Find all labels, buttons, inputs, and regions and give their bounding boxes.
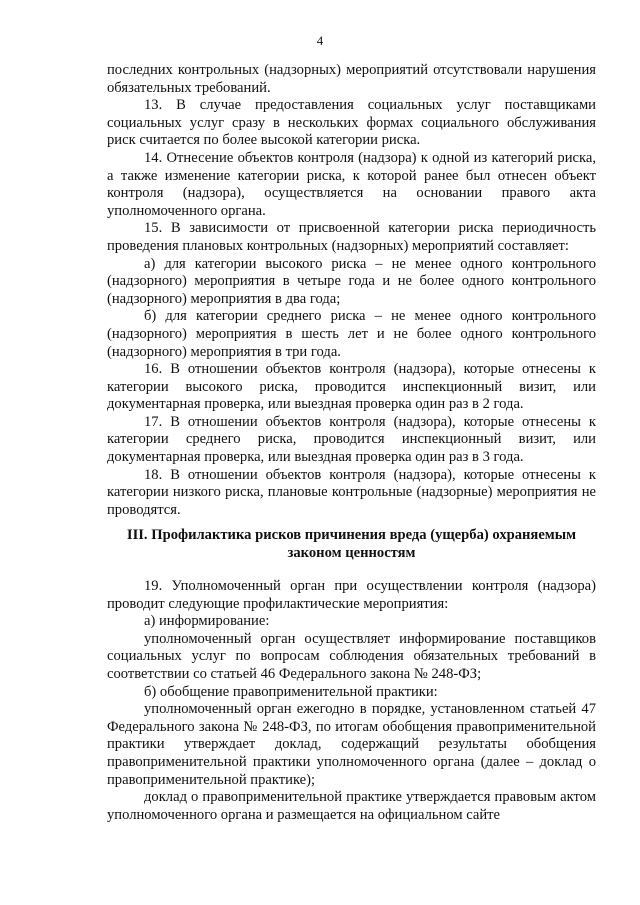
paragraph: 18. В отношении объектов контроля (надзора), которые отнесены к категории низкого риска, плановые контрольные (надзорные) мероприятия не проводятся. [107, 466, 596, 518]
paragraph: а) информирование: [144, 613, 270, 630]
paragraph: последних контрольных (надзорных) мероприятий отсутствовали нарушения обязательных требований. [107, 62, 596, 96]
paragraph: уполномоченный орган осуществляет информирование поставщиков социальных услуг по вопросам соблюдения обязательных требований в соответствии со статьей 46 Федерального закона № 248-ФЗ; [107, 630, 596, 682]
paragraph: уполномоченный орган ежегодно в порядке, установленном статьей 47 Федерального закона № 248-ФЗ, по итогам обобщения правоприменительной практики утверждает доклад, содержащий результаты обобщения правоприменительной практики уполномоченного органа (далее – доклад о правоприменительной практике); [107, 701, 596, 788]
text-block-risk-categories [107, 62, 596, 519]
paragraph: 19. Уполномоченный орган при осуществлении контроля (надзора) проводит следующие профилактические мероприятия: [107, 578, 596, 612]
paragraph: б) обобщение правоприменительной практики: [144, 683, 438, 700]
paragraph: 16. В отношении объектов контроля (надзора), которые отнесены к категории высокого риска, проводится инспекционный визит, или документарная проверка, или выездная проверка один раз в 2 года. [107, 361, 596, 413]
paragraph: а) для категории высокого риска – не менее одного контрольного (надзорного) мероприятия в четыре года и не более одного контрольного (надзорного) мероприятия в два года; [107, 255, 596, 307]
paragraph: доклад о правоприменительной практике утверждается правовым актом уполномоченного органа и размещается на официальном сайте [107, 789, 596, 823]
text-block-prevention [107, 578, 596, 824]
paragraph: 17. В отношении объектов контроля (надзора), которые отнесены к категории среднего риска, проводится инспекционный визит, или документарная проверка, или выездная проверка один раз в 3 года. [107, 413, 596, 466]
paragraph: 13. В случае предоставления социальных услуг поставщиками социальных услуг сразу в нескольких формах социального обслуживания риск считается по более высокой категории риска. [107, 97, 596, 149]
page-number: 4 [316, 33, 324, 48]
paragraph: 15. В зависимости от присвоенной категории риска периодичность проведения плановых контрольных (надзорных) мероприятий составляет: [107, 220, 596, 254]
section-heading: III. Профилактика рисков причинения вреда (ущерба) охраняемым законом ценностям [126, 527, 577, 561]
paragraph: 14. Отнесение объектов контроля (надзора) к одной из категорий риска, а также изменение категории риска, к которой ранее был отнесен объект контроля (надзора), осуществляется на основании правого акта уполномоченного органа. [107, 149, 596, 219]
paragraph: б) для категории среднего риска – не менее одного контрольного (надзорного) мероприятия в шесть лет и не более одного контрольного (надзорного) мероприятия в три года. [107, 308, 596, 360]
